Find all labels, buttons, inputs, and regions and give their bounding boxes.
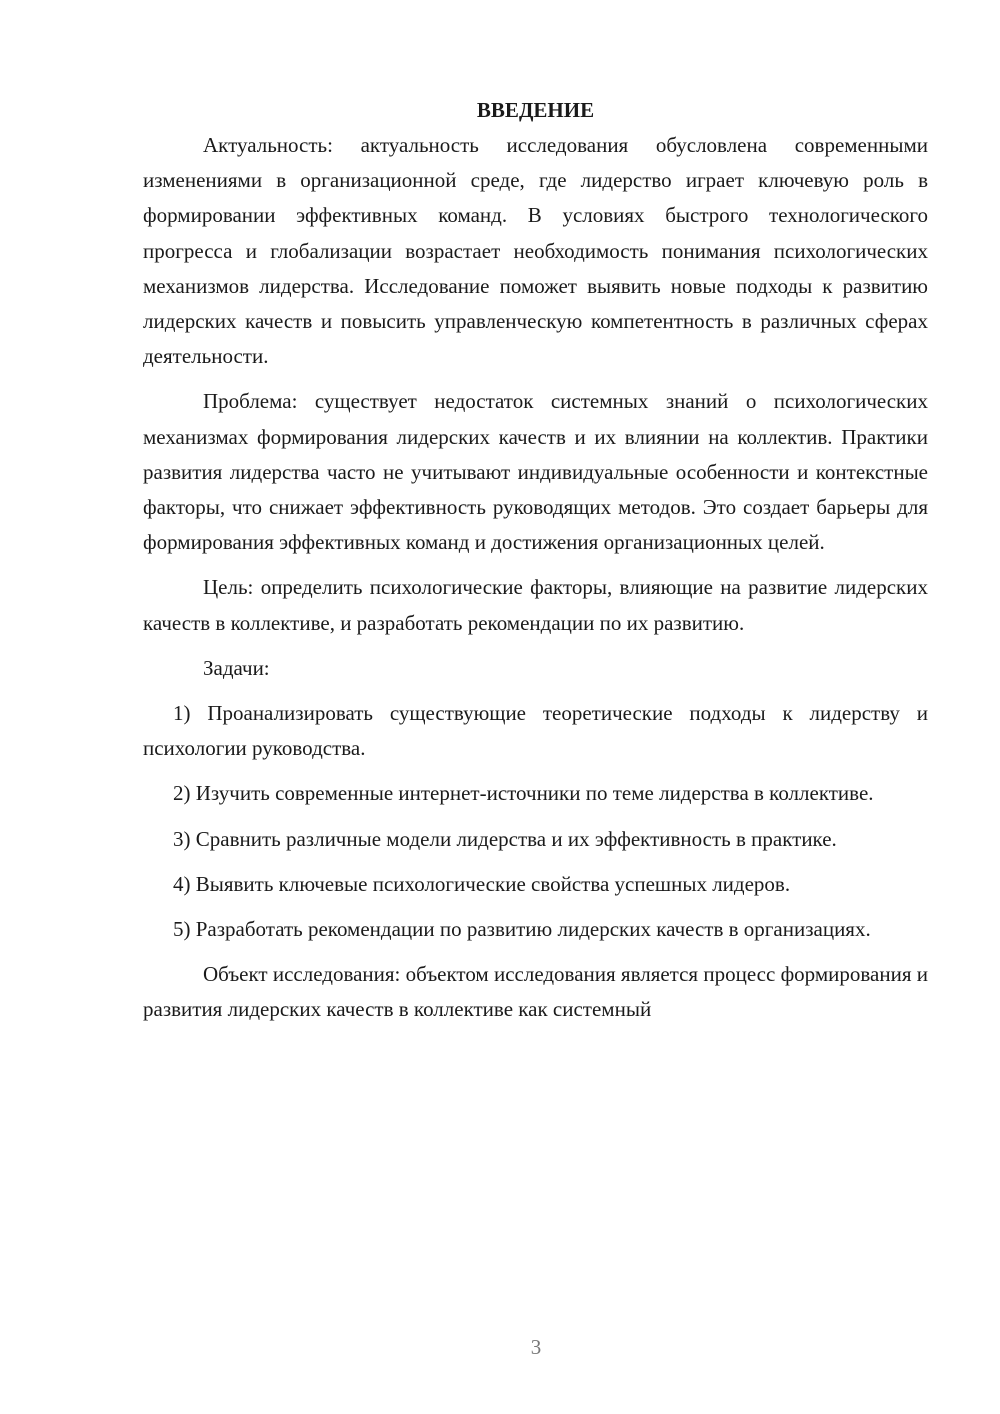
task-item-4: 4) Выявить ключевые психологические свойства успешных лидеров. <box>173 871 791 896</box>
paragraph-object: Объект исследования: объектом исследования является процесс формирования и развития лидерских качеств в коллективе как системный <box>143 962 928 1022</box>
task-item-2: 2) Изучить современные интернет-источники по теме лидерства в коллективе. <box>173 781 874 806</box>
paragraph-problem: Проблема: существует недостаток системных знаний о психологических механизмах формирования лидерских качеств и их влиянии на коллектив. Практики развития лидерства часто не учитывают индивидуальные особенности и контекстные факторы, что снижает эффективность руководящих методов. Это создает барьеры для формирования эффективных команд и достижения организационных целей. <box>143 389 928 555</box>
paragraph-tasks-heading: Задачи: <box>203 655 270 680</box>
paragraph-goal: Цель: определить психологические факторы, влияющие на развитие лидерских качеств в коллективе, и разработать рекомендации по их развитию. <box>143 575 928 635</box>
page-content <box>143 93 928 1038</box>
task-item-1: 1) Проанализировать существующие теоретические подходы к лидерству и психологии руководства. <box>143 701 928 761</box>
task-item-3: 3) Сравнить различные модели лидерства и их эффективность в практике. <box>173 826 837 851</box>
paragraph-relevance: Актуальность: актуальность исследования обусловлена современными изменениями в организационной среде, где лидерство играет ключевую роль в формировании эффективных команд. В условиях быстрого технологического прогресса и глобализации возрастает необходимость понимания психологических механизмов лидерства. Исследование поможет выявить новые подходы к развитию лидерских качеств и повысить управленческую компетентность в различных сферах деятельности. <box>143 133 928 369</box>
page-number: 3 <box>530 1335 542 1359</box>
task-item-5: 5) Разработать рекомендации по развитию лидерских качеств в организациях. <box>173 917 871 942</box>
section-title: ВВЕДЕНИЕ <box>476 98 595 122</box>
